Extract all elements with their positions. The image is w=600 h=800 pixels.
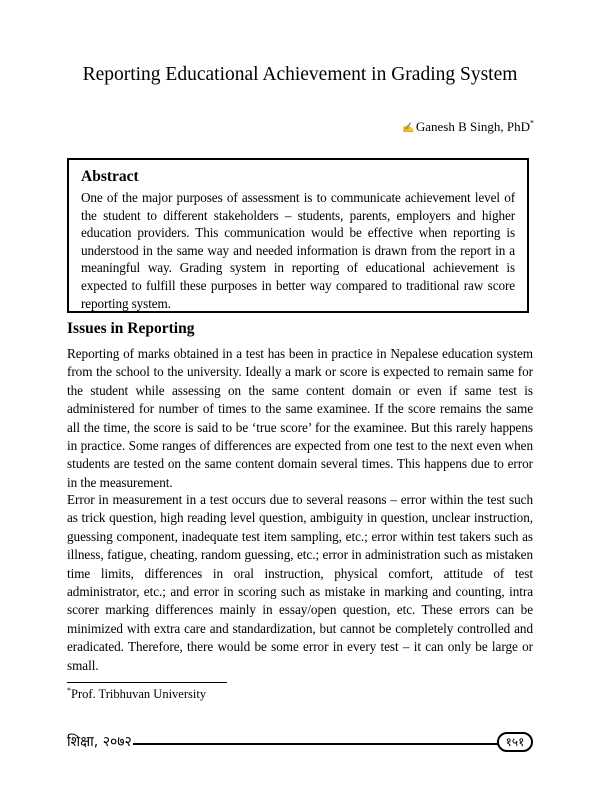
body-paragraph-1: Reporting of marks obtained in a test has been in practice in Nepalese education system from the school to the university. Ideally a mark or score is expected to remain same for the student while assessing on the same content domain or even if same test is administered for number of times to the same examinee. If the score remains the same all the time, the score is said to be ‘true score’ for the examinee. But this rarely happens in practice. Some ranges of differences are expected from one test to the next even when students are tested on the same content domain several times. This happens due to error in the measurement. <box>67 346 533 490</box>
author-name: Ganesh B Singh, PhD <box>415 119 530 134</box>
abstract-box <box>67 158 529 313</box>
abstract-text: One of the major purposes of assessment is to communicate achievement level of the student to different stakeholders – students, parents, employers and higher education providers. This communication would be effective when reporting is understood in the same way and needed information is drawn from the report in a meaningful way. Grading system in reporting of educational achievement is expected to fulfill these purposes in better way compared to traditional raw score reporting system. <box>81 190 515 311</box>
pen-icon: ✍ <box>402 123 415 134</box>
body-paragraph-2: Error in measurement in a test occurs due to several reasons – error within the test such as trick question, high reading level question, ambiguity in question, unclear instruction, guessing component, inadequate test item sampling, etc.; error within test takers such as illness, fatigue, cheating, random guessing, etc.; error in administration such as mistaken time limits, differences in oral instruction, physical comfort, attitude of test administrator, etc.; and error in scoring such as mistake in marking and counting, intra scorer marking differences mainly in essay/open question, etc. These errors can be minimized with extra care and standardization, but cannot be completely controlled and eradicated. Therefore, there would be some error in every test – it can only be large or small. <box>67 492 533 673</box>
author-line <box>402 119 534 137</box>
footnote-text: Prof. Tribhuvan University <box>71 687 207 701</box>
page-number-badge: १५१ <box>497 732 533 752</box>
section-heading: Issues in Reporting <box>67 320 195 337</box>
author-footnote-mark: * <box>530 118 534 128</box>
abstract-heading: Abstract <box>81 168 139 185</box>
footnote-mark: * <box>67 685 71 695</box>
journal-running-foot: शिक्षा, २०७२ <box>67 734 132 750</box>
footer-rule <box>133 743 499 745</box>
footnote-divider <box>67 682 227 683</box>
footnote <box>67 686 206 702</box>
paper-title: Reporting Educational Achievement in Grading System <box>82 64 518 85</box>
